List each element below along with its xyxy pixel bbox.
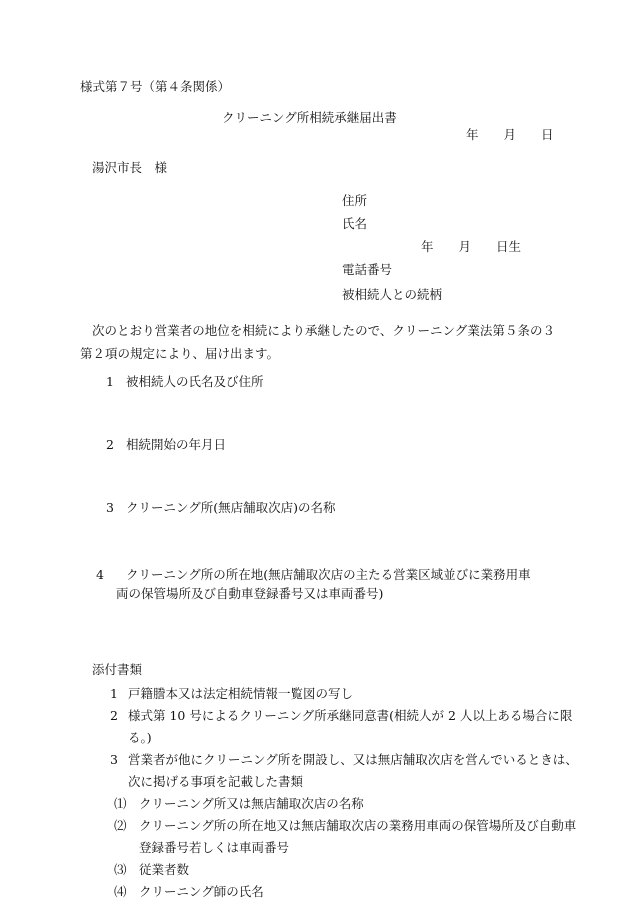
- form-number: 様式第７号（第４条関係）: [80, 79, 231, 94]
- document-title: クリーニング所相続承継届出書: [222, 110, 397, 125]
- doc-text: 様式第 10 号によるクリーニング所承継同意書(相続人が 2 人以上ある場合に限る。): [128, 708, 573, 745]
- item-text: クリーニング所(無店舗取次店)の名称: [126, 500, 336, 515]
- attachments-heading: 添付書類: [92, 662, 143, 677]
- attachment-doc-2: [110, 705, 578, 749]
- item-text: 相続開始の年月日: [126, 437, 227, 452]
- sub-item-3: [114, 859, 584, 881]
- sub-item-text: 従業者数: [139, 862, 190, 877]
- item-2: [106, 437, 546, 454]
- item-text: クリーニング所の所在地(無店舗取次店の主たる営業区域並びに業務用車両の保管場所及び自動車登録番号又は車両番号): [116, 567, 531, 601]
- applicant-phone-label: 電話番号: [342, 262, 393, 277]
- sub-item-2: [114, 815, 584, 859]
- item-number: 4: [96, 567, 104, 582]
- sub-item-text: クリーニング師の氏名: [139, 884, 264, 899]
- attachment-doc-1: [110, 683, 578, 705]
- applicant-birthdate-label: 年 月 日生: [421, 239, 522, 254]
- sub-item-4: [114, 881, 584, 903]
- item-1: [106, 374, 546, 391]
- item-text: 被相続人の氏名及び住所: [126, 374, 264, 389]
- body-paragraph: 次のとおり営業者の地位を相続により承継したので、クリーニング業法第５条の３第２項の規定により、届け出ます。: [80, 323, 555, 361]
- sub-item-1: [114, 793, 584, 815]
- doc-number: 3: [110, 752, 118, 767]
- submission-date: 年 月 日: [466, 127, 554, 142]
- sub-item-number: ⑵: [114, 818, 127, 833]
- sub-item-text: クリーニング所の所在地又は無店舗取次店の業務用車両の保管場所及び自動車登録番号若しくは車両番号: [139, 818, 577, 855]
- sub-item-number: ⑴: [114, 796, 127, 811]
- attachment-doc-3: [110, 749, 578, 793]
- applicant-address-label: 住所: [342, 193, 368, 208]
- doc-number: 1: [110, 686, 118, 701]
- sub-item-number: ⑷: [114, 884, 127, 899]
- sub-item-text: クリーニング所又は無店舗取次店の名称: [139, 796, 364, 811]
- doc-text: 戸籍謄本又は法定相続情報一覧図の写し: [128, 686, 354, 701]
- item-number: 2: [106, 437, 114, 452]
- item-3: [106, 500, 546, 517]
- item-number: 1: [106, 374, 114, 389]
- doc-text: 営業者が他にクリーニング所を開設し、又は無店舗取次店を営んでいるときは、次に掲げる事項を記載した書類: [128, 752, 578, 789]
- item-4: [96, 565, 536, 603]
- item-number: 3: [106, 500, 114, 515]
- applicant-name-label: 氏名: [342, 216, 368, 231]
- applicant-relation-label: 被相続人との続柄: [342, 287, 443, 302]
- sub-item-number: ⑶: [114, 862, 127, 877]
- doc-number: 2: [110, 708, 118, 723]
- addressee: 湯沢市長 様: [92, 160, 168, 175]
